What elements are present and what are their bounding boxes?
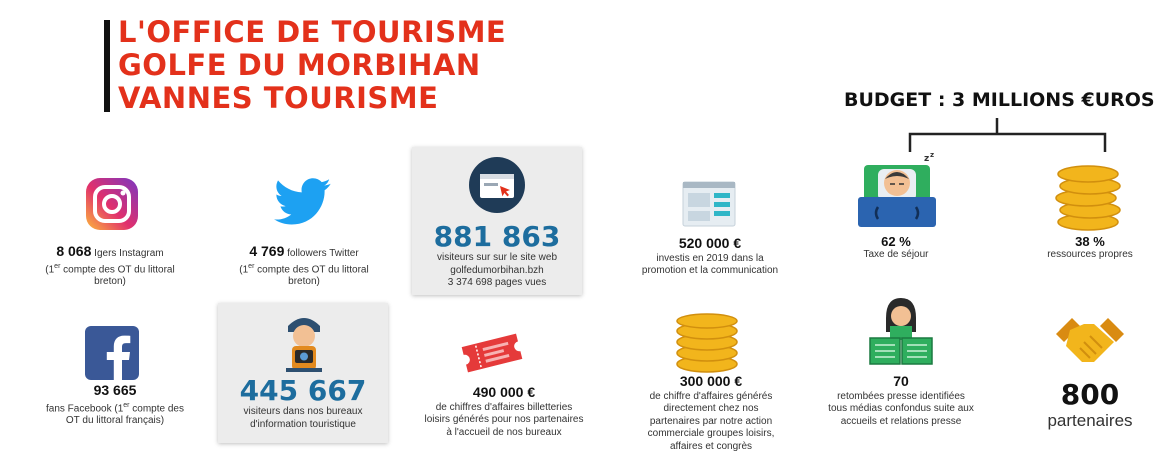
instagram-label: Igers Instagram [91, 248, 164, 259]
instagram-note: (1 [45, 263, 55, 275]
twitter-note: (1 [239, 263, 249, 275]
taxe-stat [826, 236, 966, 261]
partenaires-stat [1030, 380, 1150, 432]
bureaux-line-2: d'information touristique [250, 418, 356, 430]
handshake-icon [1054, 312, 1126, 370]
facebook-line-1: fans Facebook (1 [46, 402, 124, 414]
facebook-number: 93 665 [93, 382, 137, 398]
presse-stat [806, 375, 996, 428]
twitter-label: followers Twitter [284, 248, 359, 259]
presse-line-3: accueils et relations presse [840, 415, 962, 427]
presse-line-1: retombées presse identifiées [837, 390, 965, 402]
facebook-line-2: OT du littoral français) [65, 415, 165, 427]
partenaires-label: partenaires [1047, 411, 1133, 430]
billetterie-stat [404, 386, 604, 439]
browser-icon [468, 156, 526, 214]
dashboard-icon [682, 181, 736, 227]
ressources-stat [1020, 236, 1160, 261]
affaires-line-1: de chiffre d'affaires générés [649, 390, 773, 402]
affaires-line-5: affaires et congrès [669, 440, 753, 452]
website-line-1: visiteurs sur sur le site web [436, 252, 558, 263]
facebook-line-1-sup: er [123, 401, 130, 409]
taxe-percent: 62 % [881, 234, 911, 249]
billetterie-line-3: à l'accueil de nos bureaux [446, 426, 562, 438]
promotion-stat [620, 237, 800, 278]
website-stat [412, 222, 582, 290]
affaires-line-3: partenaires par notre action [649, 415, 773, 427]
twitter-number: 4 769 [249, 243, 285, 259]
twitter-icon [274, 178, 332, 226]
promotion-number: 520 000 € [678, 235, 742, 251]
billetterie-line-1: de chiffres d'affaires billetteries [435, 401, 573, 413]
title-line-3: VANNES TOURISME [118, 81, 439, 115]
affaires-line-2: directement chez nos [663, 403, 759, 414]
presse-line-2: tous médias confondus suite aux [828, 403, 974, 414]
facebook-icon [84, 325, 140, 381]
coins-icon [1052, 162, 1126, 232]
affaires-number: 300 000 € [679, 373, 743, 389]
affaires-line-4: commerciale groupes loisirs, [647, 428, 775, 439]
title-line-1: L'OFFICE DE TOURISME [118, 15, 507, 49]
bureaux-line-1: visiteurs dans nos bureaux [243, 406, 363, 417]
title-line-2: GOLFE DU MORBIHAN [118, 48, 481, 82]
twitter-stat [216, 245, 392, 289]
promotion-line-2: promotion et la communication [641, 265, 779, 276]
sleeping-person-icon [856, 151, 938, 231]
bureaux-stat [218, 376, 388, 431]
instagram-stat [20, 245, 200, 289]
billetterie-line-2: loisirs générés pour nos partenaires [424, 414, 584, 425]
facebook-line-1-rest: compte des [129, 402, 184, 414]
page-title [118, 16, 506, 115]
budget-heading: BUDGET : 3 MILLIONS €UROS [844, 89, 1155, 111]
instagram-note-rest: compte des OT du littoral [60, 263, 175, 275]
tourist-icon [280, 312, 328, 374]
coin-stack-icon [672, 312, 742, 374]
twitter-note-end: breton) [288, 276, 320, 288]
instagram-note-end: breton) [94, 276, 126, 288]
twitter-note-sup: er [248, 262, 255, 270]
presse-number: 70 [893, 373, 909, 389]
ticket-icon [458, 328, 526, 378]
ressources-label: ressources propres [1047, 248, 1133, 260]
bureaux-number: 445 667 [239, 374, 367, 407]
facebook-stat [20, 384, 210, 428]
instagram-number: 8 068 [56, 243, 92, 259]
website-line-2: golfedumorbihan.bzh [450, 264, 544, 276]
budget-bracket [905, 114, 1115, 154]
taxe-label: Taxe de séjour [863, 248, 929, 260]
promotion-line-1: investis en 2019 dans la [656, 252, 764, 264]
instagram-note-sup: er [54, 262, 61, 270]
svg-text:z: z [930, 151, 935, 159]
svg-text:z: z [924, 154, 930, 164]
billetterie-number: 490 000 € [472, 384, 536, 400]
twitter-note-rest: compte des OT du littoral [254, 263, 369, 275]
newspaper-reader-icon [868, 296, 934, 366]
title-accent-bar [104, 20, 110, 112]
affaires-stat [620, 375, 802, 453]
website-line-3: 3 374 698 pages vues [447, 277, 547, 288]
partenaires-number: 800 [1060, 378, 1120, 411]
website-number: 881 863 [433, 220, 561, 253]
ressources-percent: 38 % [1075, 234, 1105, 249]
instagram-icon [84, 176, 140, 232]
